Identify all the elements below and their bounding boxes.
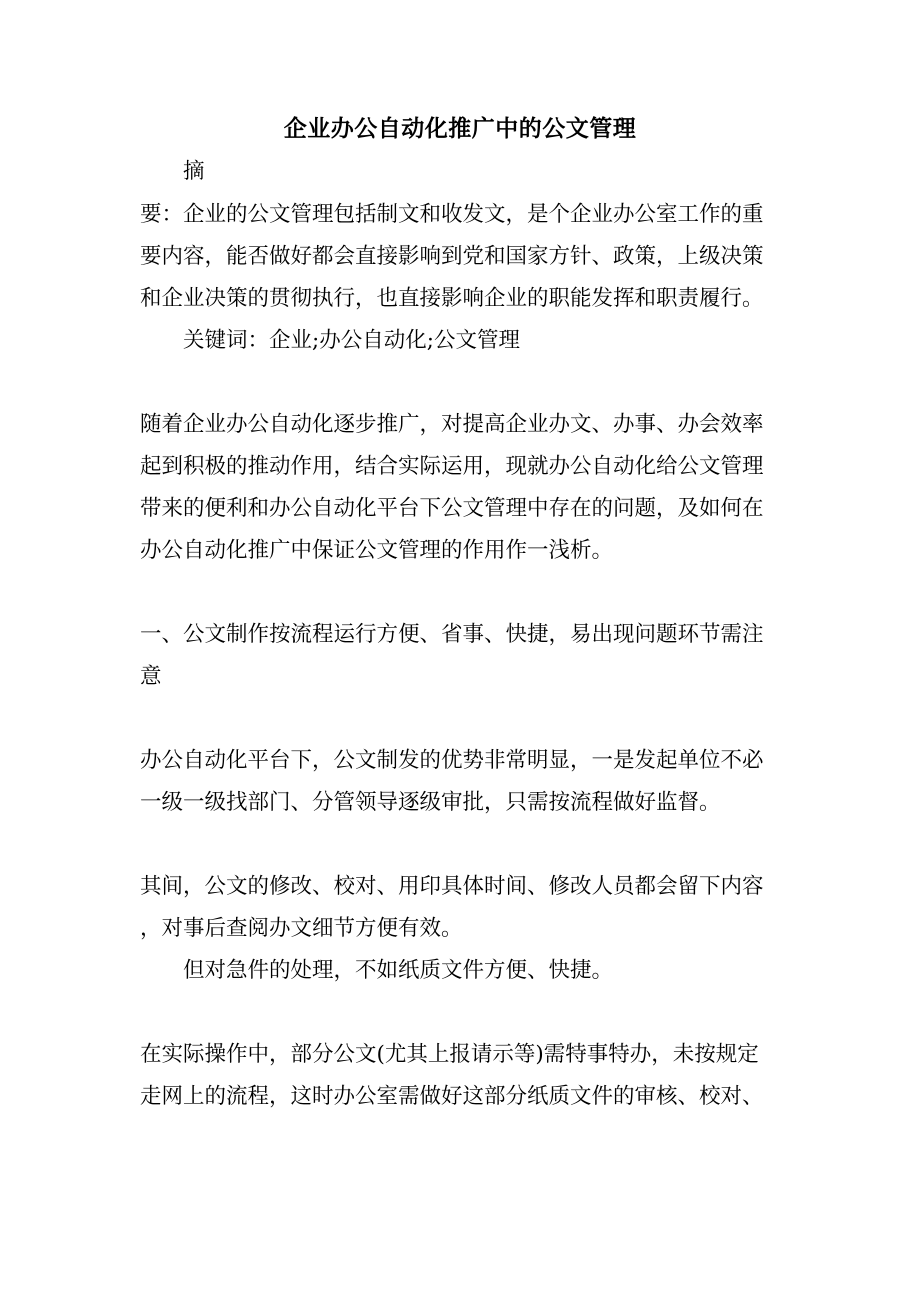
abstract-line: 要：企业的公文管理包括制文和收发文，是个企业办公室工作的重 bbox=[140, 202, 764, 227]
body-line: 办公自动化平台下，公文制发的优势非常明显，一是发起单位不必 bbox=[140, 748, 764, 773]
body-line: 其间，公文的修改、校对、用印具体时间、修改人员都会留下内容 bbox=[140, 874, 764, 899]
document-title: 企业办公自动化推广中的公文管理 bbox=[283, 115, 637, 142]
body-line: ，对事后查阅办文细节方便有效。 bbox=[140, 916, 463, 941]
intro-line: 随着企业办公自动化逐步推广，对提高企业办文、办事、办会效率 bbox=[140, 412, 764, 437]
keywords-line: 关键词：企业;办公自动化;公文管理 bbox=[183, 328, 520, 353]
abstract-line: 要内容，能否做好都会直接影响到党和国家方针、政策，上级决策 bbox=[140, 244, 764, 269]
abstract-line: 和企业决策的贯彻执行，也直接影响企业的职能发挥和职责履行。 bbox=[140, 286, 764, 311]
body-line: 在实际操作中，部分公文(尤其上报请示等)需特事特办，未按规定 bbox=[140, 1042, 759, 1067]
body-line: 但对急件的处理，不如纸质文件方便、快捷。 bbox=[183, 958, 614, 983]
abstract-label-char: 摘 bbox=[183, 159, 205, 184]
body-line: 走网上的流程，这时办公室需做好这部分纸质文件的审核、校对、 bbox=[140, 1084, 764, 1109]
body-line: 一级一级找部门、分管领导逐级审批，只需按流程做好监督。 bbox=[140, 790, 721, 815]
intro-line: 办公自动化推广中保证公文管理的作用作一浅析。 bbox=[140, 538, 614, 563]
section-heading: 一、公文制作按流程运行方便、省事、快捷，易出现问题环节需注 bbox=[140, 622, 764, 647]
section-heading: 意 bbox=[140, 664, 162, 689]
intro-line: 带来的便利和办公自动化平台下公文管理中存在的问题，及如何在 bbox=[140, 496, 764, 521]
intro-line: 起到积极的推动作用，结合实际运用，现就办公自动化给公文管理 bbox=[140, 454, 764, 479]
